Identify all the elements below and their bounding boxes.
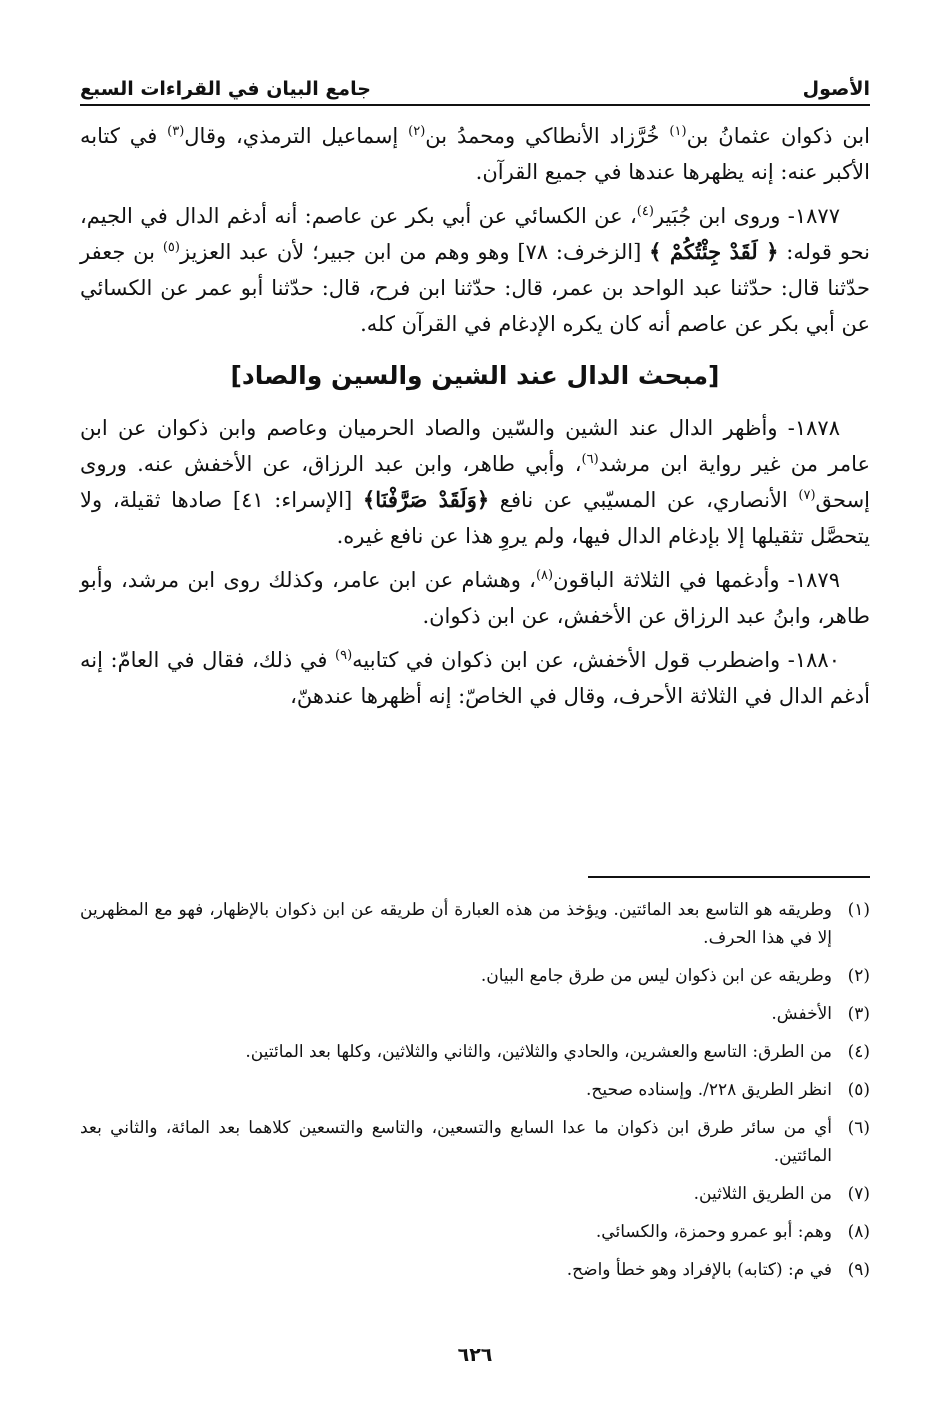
paragraph-1877 xyxy=(80,198,870,342)
footnote-text: وطريقه هو التاسع بعد المائتين. ويؤخذ من هذه العبارة أن طريقه عن ابن ذكوان بالإظهار، فهو مع المظهرين إلا في هذا الحرف. xyxy=(80,900,832,948)
footnote-item xyxy=(80,1038,870,1066)
text-span: في كتابه الأكبر عنه: إنه يظهرها عندها في جميع القرآن. xyxy=(80,124,870,184)
footnote-ref[interactable]: (٨) xyxy=(535,568,554,583)
text-span: خُرَّزاد الأنطاكي ومحمدُ بن xyxy=(425,124,670,148)
footnote-ref[interactable]: (٣) xyxy=(167,124,185,139)
footnote-ref[interactable]: (٥) xyxy=(162,240,180,255)
text-span: [الإسراء: ٤١] صادها ثقيلة، ولا يتحصَّل تثقيلها إلا بإدغام الدال فيها، ولم يروِ هذا عن نافع غيره. xyxy=(80,488,870,548)
footnote-number: (٥) xyxy=(847,1080,870,1100)
text-span: في ذلك، فقال في العامّ: إنه أدغم الدال في الثلاثة الأحرف، وقال في الخاصّ: إنه أظهرها عندهنّ، xyxy=(80,648,870,708)
footnote-number: (٤) xyxy=(847,1042,870,1062)
footnote-text: من الطريق الثلاثين. xyxy=(693,1184,832,1204)
footnote-text: من الطرق: التاسع والعشرين، والحادي والثلاثين، والثاني والثلاثين، وكلها بعد المائتين. xyxy=(245,1042,832,1062)
footnote-item xyxy=(80,1076,870,1104)
text-span: ، وأبي طاهر، وابن عبد الرزاق، عن الأخفش عنه. وروى إسحق xyxy=(80,452,871,512)
footnotes xyxy=(80,896,870,1294)
header-rule xyxy=(80,104,870,106)
text-span: ١٨٧٧- وروى ابن جُبَير xyxy=(653,204,840,228)
footnote-ref[interactable]: (٧) xyxy=(798,488,816,503)
text-span: ، وهشام عن ابن عامر، وكذلك روى ابن مرشد، وأبو طاهر، وابنُ عبد الرزاق عن الأخفش، عن ابن ذكوان. xyxy=(80,568,870,628)
text-span: ١٨٧٨- وأظهر الدال عند الشين والسّين والصاد الحرميان وعاصم وابن ذكوان عن ابن عامر من غير رواية ابن مرشد xyxy=(80,416,870,476)
footnote-number: (٨) xyxy=(847,1222,870,1242)
paragraph-1 xyxy=(80,118,870,190)
text-span: ابن ذكوان عثمانُ بن xyxy=(686,124,870,148)
book-page xyxy=(80,0,870,1401)
footnote-item xyxy=(80,1114,870,1170)
quran-verse: ﴿وَلَقَدْ صَرَّفْنَا﴾ xyxy=(362,487,490,512)
text-span: الأنصاري، عن المسيّبي عن نافع xyxy=(489,488,799,512)
footnote-ref[interactable]: (١) xyxy=(669,124,687,139)
footnote-item xyxy=(80,896,870,952)
footnote-number: (٦) xyxy=(847,1118,870,1138)
text-span: إسماعيل الترمذي، وقال xyxy=(184,124,409,148)
footnote-item xyxy=(80,962,870,990)
footnote-ref[interactable]: (٦) xyxy=(581,452,599,467)
footnote-text: أي من سائر طرق ابن ذكوان ما عدا السابع والتسعين، والتاسع والتسعين كلاهما بعد المائة، والثاني بعد المائتين. xyxy=(80,1118,832,1166)
footnote-text: في م: (كتابه) بالإفراد وهو خطأ واضح. xyxy=(566,1260,832,1280)
footnote-text: الأخفش. xyxy=(771,1004,832,1024)
footnote-item xyxy=(80,1218,870,1246)
footnote-text: انظر الطريق ٢٢٨/. وإسناده صحيح. xyxy=(586,1080,832,1100)
footnote-ref[interactable]: (٤) xyxy=(636,204,654,219)
footnote-ref[interactable]: (٩) xyxy=(335,648,353,663)
footnote-item xyxy=(80,1256,870,1284)
quran-verse: ﴿ لَقَدْ جِئْتُكُمْ ﴾ xyxy=(649,239,779,264)
text-span: ، عن الكسائي عن أبي بكر عن عاصم: أنه أدغم الدال في الجيم، نحو قوله: xyxy=(80,204,870,264)
text-span: [الزخرف: ٧٨] وهو وهم من ابن جبير؛ لأن عبد العزيز xyxy=(179,240,650,264)
paragraph-1879 xyxy=(80,562,870,634)
footnote-number: (٣) xyxy=(847,1004,870,1024)
footnote-separator xyxy=(588,876,870,878)
text-span: بن جعفر حدّثنا قال: حدّثنا عبد الواحد بن عمر، قال: حدّثنا ابن فرح، قال: حدّثنا أبو عمر عن الكسائي عن أبي بكر عن عاصم أنه كان يكره الإدغام في القرآن كله. xyxy=(80,240,870,336)
main-text xyxy=(80,118,870,722)
footnote-ref[interactable]: (٢) xyxy=(408,124,426,139)
paragraph-1878 xyxy=(80,410,870,554)
book-title: جامع البيان في القراءات السبع xyxy=(80,78,371,100)
page-number: ٦٢٦ xyxy=(457,1344,493,1366)
footnote-text: وطريقه عن ابن ذكوان ليس من طرق جامع البيان. xyxy=(480,966,832,986)
footnote-number: (٩) xyxy=(847,1260,870,1280)
footnote-item xyxy=(80,1000,870,1028)
running-header xyxy=(80,70,870,100)
paragraph-1880 xyxy=(80,642,870,714)
footnote-number: (٧) xyxy=(847,1184,870,1204)
text-span: ١٨٨٠- واضطرب قول الأخفش، عن ابن ذكوان في كتابيه xyxy=(352,648,840,672)
footnote-number: (١) xyxy=(847,900,870,920)
footnote-number: (٢) xyxy=(847,966,870,986)
text-span: ١٨٧٩- وأدغمها في الثلاثة الباقون xyxy=(553,568,840,592)
footnote-item xyxy=(80,1180,870,1208)
section-title: الأصول xyxy=(802,78,870,100)
section-heading: [مبحث الدال عند الشين والسين والصاد] xyxy=(230,361,720,390)
footnote-text: وهم: أبو عمرو وحمزة، والكسائي. xyxy=(595,1222,832,1242)
